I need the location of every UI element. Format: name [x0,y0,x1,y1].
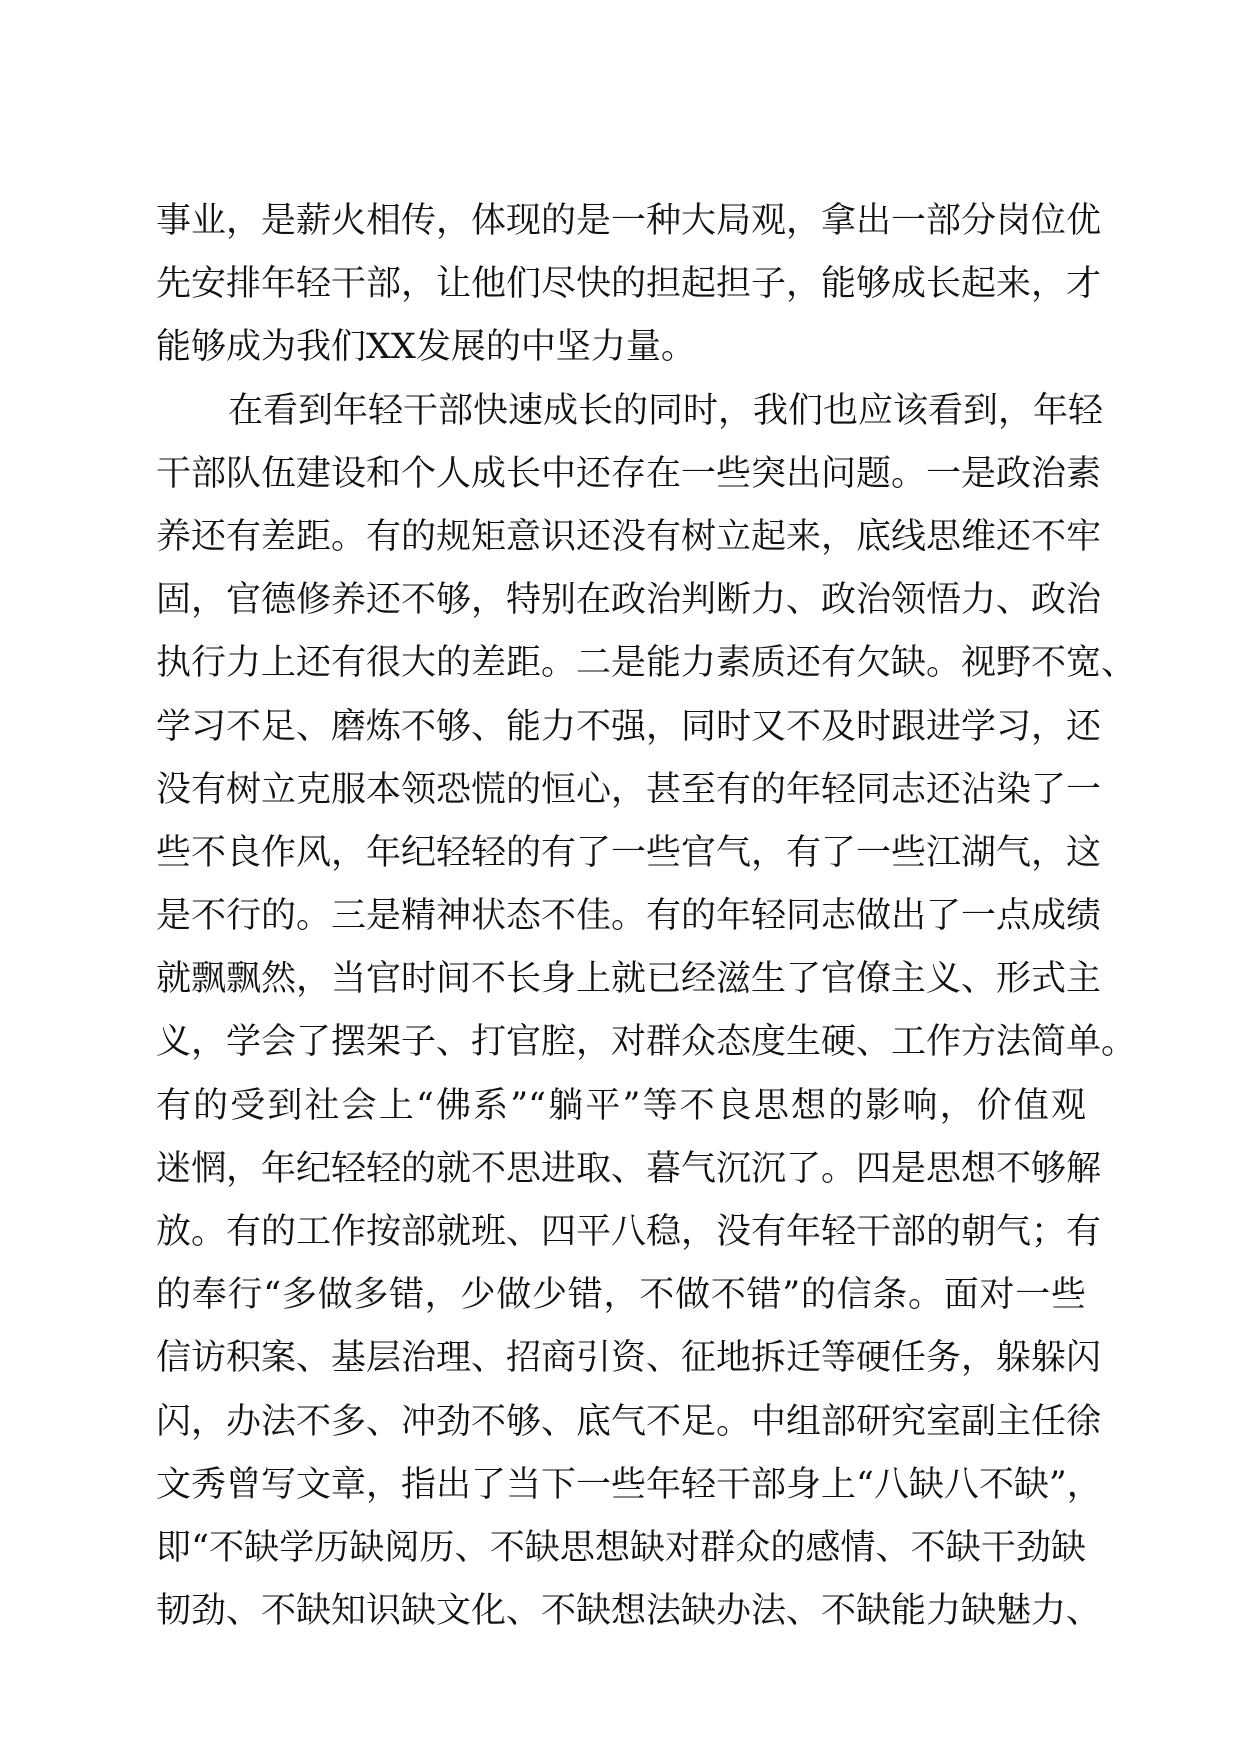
text-line: 先安排年轻干部，让他们尽快的担起担子，能够成长起来，才 [156,264,1102,305]
text-line: 些不良作风，年纪轻轻的有了一些官气，有了一些江湖气，这 [156,832,1102,873]
text-line: 的奉行“多做多错，少做少错，不做不错”的信条。面对一些 [156,1275,1086,1316]
text-line: 没有树立克服本领恐慌的恒心，甚至有的年轻同志还沾染了一 [156,769,1102,810]
text-line: 干部队伍建设和个人成长中还存在一些突出问题。一是政治素 [156,453,1102,494]
text-line: 文秀曾写文章，指出了当下一些年轻干部身上“八缺八不缺”， [156,1464,1102,1505]
text-line: 学习不足、磨炼不够、能力不强，同时又不及时跟进学习，还 [156,706,1102,747]
text-line: 放。有的工作按部就班、四平八稳，没有年轻干部的朝气；有 [156,1212,1102,1252]
text-line: 迷惘，年纪轻轻的就不思进取、暮气沉沉了。四是思想不够解 [156,1148,1102,1189]
text-line: 即“不缺学历缺阅历、不缺思想缺对群众的感情、不缺干劲缺 [156,1527,1086,1568]
text-line: 有的受到社会上“佛系”“躺平”等不良思想的影响，价值观 [156,1085,1086,1126]
text-line: 养还有差距。有的规矩意识还没有树立起来，底线思维还不牢 [156,516,1102,557]
text-line: 能够成为我们XX发展的中坚力量。 [156,327,696,368]
text-line: 信访积案、基层治理、招商引资、征地拆迁等硬任务，躲躲闪 [156,1338,1102,1379]
text-line: 义，学会了摆架子、打官腔，对群众态度生硬、工作方法简单。 [156,1022,1137,1063]
text-line: 就飘飘然，当官时间不长身上就已经滋生了官僚主义、形式主 [156,959,1102,1000]
body-text [156,190,1137,1643]
text-line: 闪，办法不多、冲劲不够、底气不足。中组部研究室副主任徐 [156,1401,1102,1442]
text-line: 执行力上还有很大的差距。二是能力素质还有欠缺。视野不宽、 [156,643,1137,684]
text-line: 事业，是薪火相传，体现的是一种大局观，拿出一部分岗位优 [156,201,1102,241]
text-line: 固，官德修养还不够，特别在政治判断力、政治领悟力、政治 [156,580,1102,621]
text-line: 在看到年轻干部快速成长的同时，我们也应该看到，年轻 [228,390,1104,431]
text-line: 韧劲、不缺知识缺文化、不缺想法缺办法、不缺能力缺魅力、 [156,1591,1102,1632]
text-line: 是不行的。三是精神状态不佳。有的年轻同志做出了一点成绩 [156,896,1102,937]
